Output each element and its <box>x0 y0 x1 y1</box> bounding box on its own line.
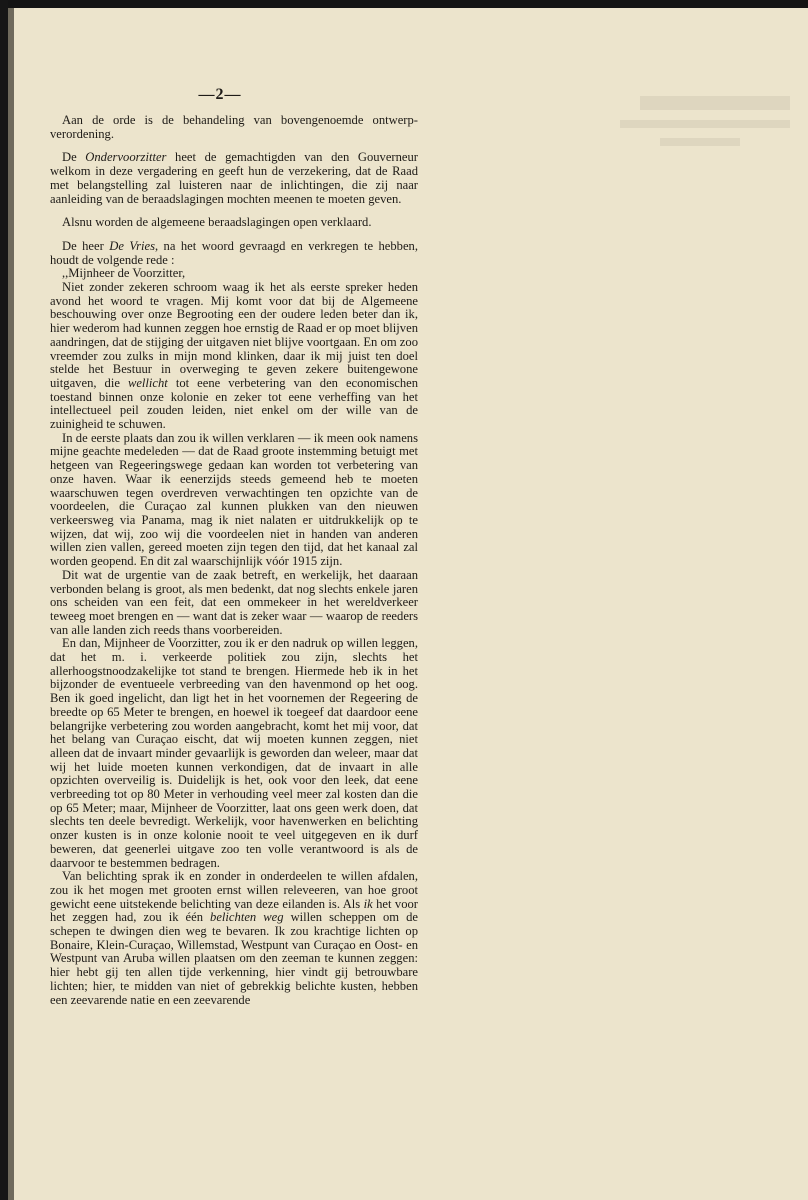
text-run: De heer <box>62 238 110 253</box>
page-number: —2— <box>198 86 242 103</box>
text-run: het voor het zeggen had, zou ik één <box>50 896 418 925</box>
text-run: Dit wat de urgentie van de zaak betreft, en werkelijk, het daaraan verbonden belang is groot, als men bedenkt, dat nog slechts enkele jaren ons scheiden van een feit, dat een ommekeer in het wereldverkeer teweeg moet brengen en — want dat is zeker waar — waarop de reeders van alle landen zich reeds thans voorbereiden. <box>50 567 418 637</box>
body-text <box>50 114 418 1007</box>
text-run: tot eene verbetering van den economischen toestand binnen onze kolonie en zeker tot eene verheffing van het intellectueel peil zouden leiden, niet enkel om der wille van de zuinigheid te schuwen. <box>50 375 419 432</box>
text-run: , na het woord gevraagd en verkregen te hebben, houdt de volgende rede : <box>50 238 418 267</box>
paragraph <box>50 569 418 638</box>
text-run: De <box>62 150 86 165</box>
text-run: Van belichting sprak ik en zonder in onderdeelen te willen afdalen, zou ik het mogen met grooten ernst willen releveeren, van hoe groot gewicht eene uitstekende belichting van deze eilanden is. Als <box>50 869 418 911</box>
text-run: In de eerste plaats dan zou ik willen verklaren — ik meen ook namens mijne geachte medeleden — dat de Raad groote instemming betuigt met hetgeen van Regeeringswege gedaan kan worden tot verbetering van onze haven. Waar ik eenerzijds steeds gemeend heb te moeten waarschuwen tegen overdreven verwachtingen ten opzichte van de voordeelen, die Curaçao zal kunnen plukken van den nieuwen verkeersweg via Panama, mag ik niet nalaten er uitdrukkelijk op te wijzen, dat wij, zoo wij die voordeelen niet in handen van anderen willen zien vallen, gereed moeten zijn tegen den tijd, dat het kanaal zal worden geopend. En dit zal waarschijnlijk vóór 1915 zijn. <box>50 430 418 569</box>
paragraph <box>50 432 418 569</box>
italic-text: De Vries <box>109 238 155 253</box>
paragraph <box>50 637 418 870</box>
paragraph <box>50 281 418 432</box>
italic-text: wellicht <box>127 375 168 390</box>
paragraph <box>50 240 418 267</box>
paragraph <box>50 151 418 206</box>
bleed-through-shadow <box>600 90 800 190</box>
paragraph <box>50 870 418 1007</box>
italic-text: belichten weg <box>210 910 284 925</box>
italic-text: Ondervoorzitter <box>85 150 167 165</box>
paragraph <box>50 267 418 281</box>
italic-text: ik <box>363 896 373 911</box>
text-run: Alsnu worden de algemeene beraadslagingen open verklaard. <box>62 215 372 230</box>
text-run: Aan de orde is de behandeling van bovengenoemde ontwerp-verordening. <box>50 113 418 141</box>
text-run: heet de gemachtigden van den Gouverneur welkom in deze vergadering en geeft hun de verzekering, dat de Raad met belangstelling zal luisteren naar de inlichtingen, die zij naar aanleiding van de beraadslagingen mochten meenen te moeten geven. <box>50 150 418 206</box>
scan-border-top <box>0 0 808 8</box>
paragraph <box>50 114 418 141</box>
text-run: ,,Mijnheer de Voorzitter, <box>62 266 186 281</box>
text-run: Niet zonder zekeren schroom waag ik het als eerste spreker heden avond het woord te vragen. Mij komt voor dat bij de Algemeene beschouwing over onze Begrooting een der oudere leden beter dan ik, hier wederom had kunnen zeggen hoe ernstig de Raad er op moet blijven aandringen, dat de stijging der uitgaven niet blijve voortgaan. En om zoo vreemder zou zulks in mijn mond klinken, daar ik mij juist ten doel stelde het Bestuur in overweging te geven zekere buitengewone uitgaven, die <box>50 280 418 390</box>
paragraph <box>50 216 418 230</box>
scan-border-left <box>0 0 8 1200</box>
text-run: En dan, Mijnheer de Voorzitter, zou ik er den nadruk op willen leggen, dat het m. i. verkeerde politiek zou zijn, slechts het allerhoogstnoodzakelijke tot stand te brengen. Hiermede heb ik in het bijzonder de eventueele verbreeding van den havenmond op het oog. Ben ik goed ingelicht, dan ligt het in het voornemen der Regeering de breedte op 65 Meter te brengen, en hoewel ik toegeef dat daardoor eene belangrijke verbetering zou worden aangebracht, komt het mij voor, dat het belang van Curaçao eischt, dat wij moeten kunnen zeggen, niet alleen dat de invaart minder gevaarlijk is geworden dan weleer, maar dat wij het luide moeten kunnen verkondigen, dat de invaart in alle opzichten overveilig is. Duidelijk is het, ook voor den leek, dat eene verbreeding tot op 80 Meter in verhouding veel meer zal kosten dan die op 65 Meter; maar, Mijnheer de Voorzitter, laat ons geen werk doen, dat slechts ten deele bevredigt. Werkelijk, voor havenwerken en belichting onzer kusten is in onze kolonie nooit te veel uitgegeven en ik durf beweren, dat geenerlei uitgave zoo ten volle verantwoord is als de daarvoor te bestemmen bedragen. <box>50 636 418 870</box>
text-run: willen scheppen om de schepen te dwingen dien weg te bevaren. Ik zou krachtige lichten op Bonaire, Klein-Curaçao, Willemstad, Westpunt van Curaçao en Oost- en Westpunt van Aruba willen plaatsen om den zeeman te kunnen zeggen: hier hebt gij ten allen tijde verkenning, hier vindt gij betrouwbare lichten; hier, te midden van niet of gebrekkig belichte kusten, hebben een zeevarende natie en een zeevarende <box>50 910 418 1007</box>
scan-shadow-left <box>8 8 14 1200</box>
